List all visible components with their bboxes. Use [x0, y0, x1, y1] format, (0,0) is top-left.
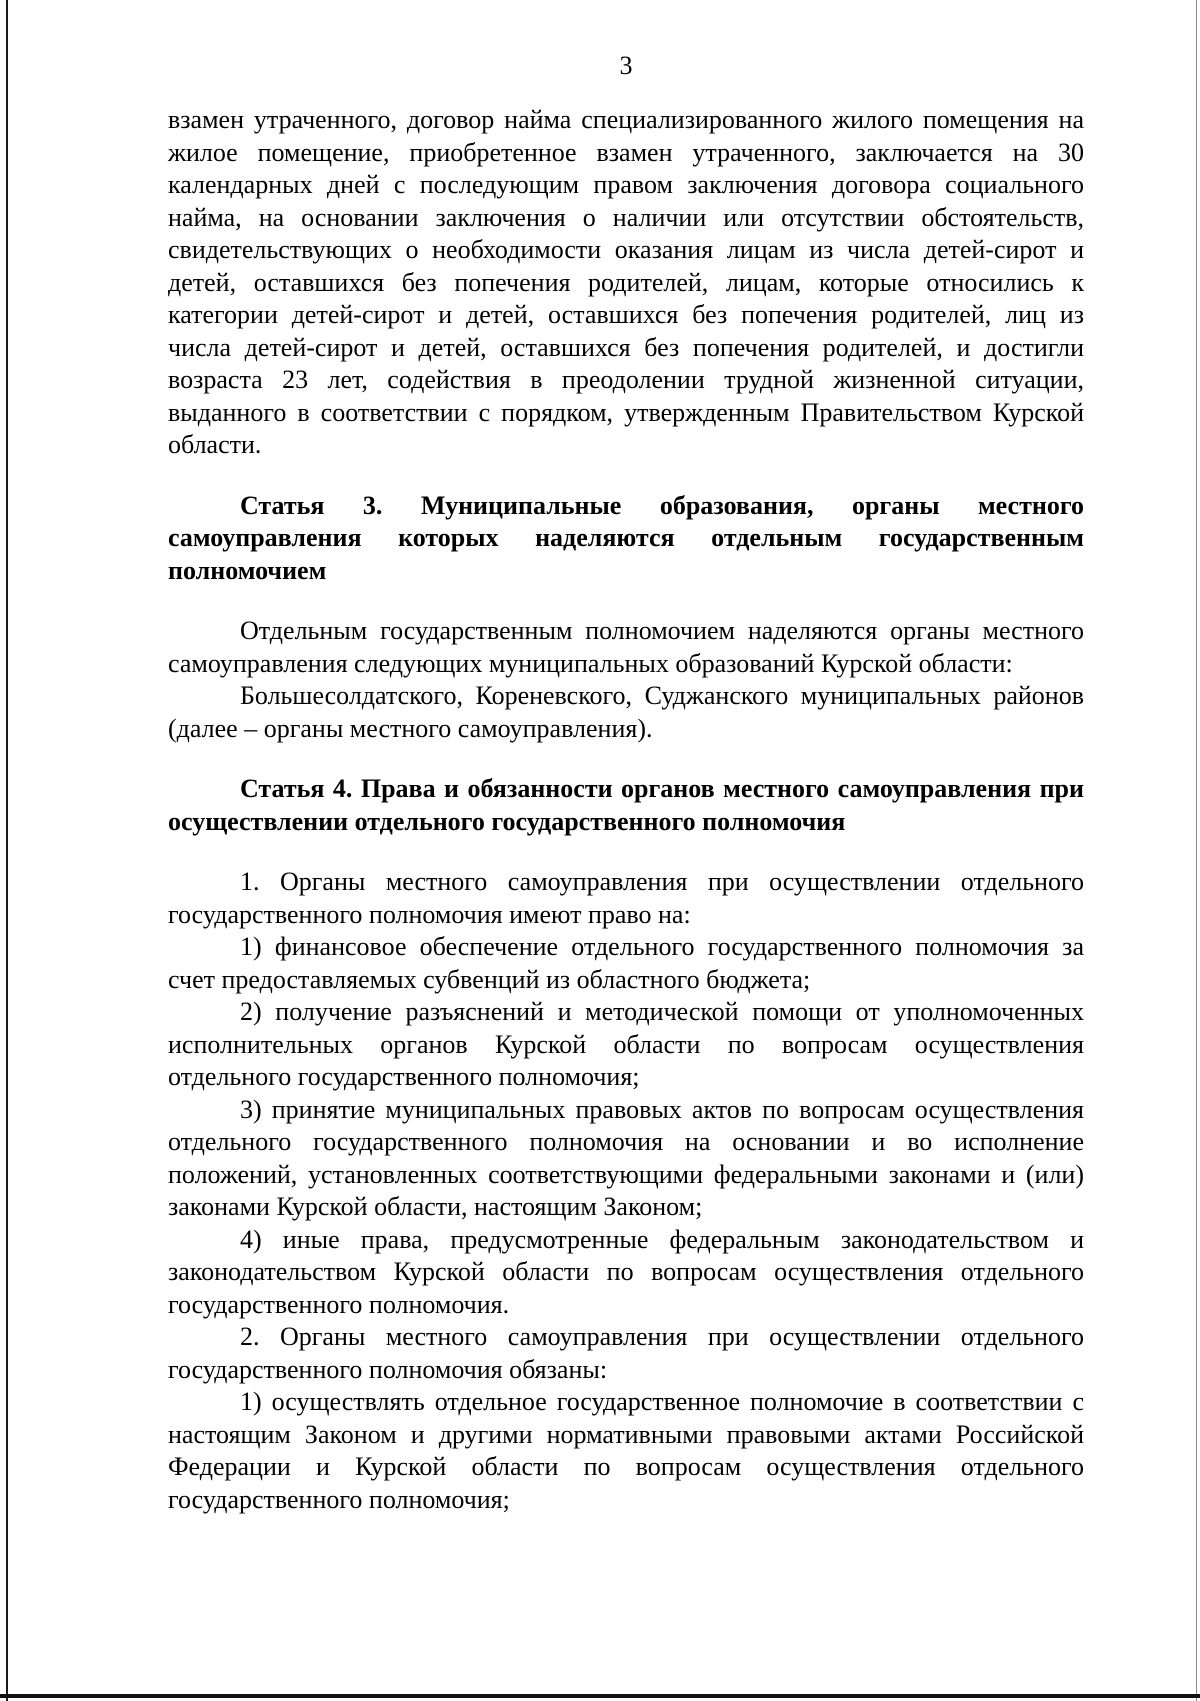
article-4-paragraph: 3) принятие муниципальных правовых актов по вопросам осуществления отдельного государственного полномочия на основании и во исполнение положений, установленных соответствующими федеральными законами и (или) законами Курской области, настоящим Законом;	[168, 1094, 1084, 1221]
scan-edge-right	[1196, 0, 1197, 1701]
spacer	[168, 462, 1084, 490]
article-4-paragraph: 2) получение разъяснений и методической помощи от уполномоченных исполнительных органов Курской области по вопросам осуществления отдельного государственного полномочия;	[168, 997, 1084, 1091]
intro-paragraph: взамен утраченного, договор найма специализированного жилого помещения на жилое помещение, приобретенное взамен утраченного, заключается на 30 календарных дней с последующим правом заключения договора социального найма, на основании заключения о наличии или отсутствии обстоятельств, свидетельствующих о необходимости оказания лицам из числа детей-сирот и детей, оставшихся без попечения родителей, лицам, которые относились к категории детей-сирот и детей, оставшихся без попечения родителей, лиц из числа детей-сирот и детей, оставшихся без попечения родителей, и достигли возраста 23 лет, содействия в преодолении трудной жизненной ситуации, выданного в соответствии с порядком, утвержденным Правительством Курской области.	[168, 105, 1084, 459]
spacer	[168, 838, 1084, 866]
article-3-heading: Статья 3. Муниципальные образования, органы местного самоуправления которых наделяются отдельным государственным полномочием	[168, 490, 1084, 585]
spacer	[168, 587, 1084, 615]
article-3-paragraph: Отдельным государственным полномочием наделяются органы местного самоуправления следующих муниципальных образований Курской области:	[168, 616, 1084, 678]
scan-edge-bottom	[0, 1694, 1200, 1698]
scan-edge-left	[6, 0, 8, 1701]
article-4-paragraph: 1. Органы местного самоуправления при осуществлении отдельного государственного полномочия имеют право на:	[168, 867, 1084, 929]
spacer	[168, 745, 1084, 773]
article-4-paragraph: 2. Органы местного самоуправления при осуществлении отдельного государственного полномочия обязаны:	[168, 1322, 1084, 1384]
article-4-paragraph: 1) финансовое обеспечение отдельного государственного полномочия за счет предоставляемых субвенций из областного бюджета;	[168, 932, 1084, 994]
article-3-paragraph: Большесолдатского, Кореневского, Суджанского муниципальных районов (далее – органы местного самоуправления).	[168, 681, 1084, 743]
article-4-paragraph: 4) иные права, предусмотренные федеральным законодательством и законодательством Курской области по вопросам осуществления отдельного государственного полномочия.	[168, 1224, 1084, 1319]
document-page	[168, 50, 1084, 1516]
article-4-heading: Статья 4. Права и обязанности органов местного самоуправления при осуществлении отдельного государственного полномочия	[168, 774, 1084, 836]
article-4-paragraph: 1) осуществлять отдельное государственное полномочие в соответствии с настоящим Законом и другими нормативными правовыми актами Российской Федерации и Курской области по вопросам осуществления отдельного государственного полномочия;	[168, 1387, 1084, 1514]
page-number: 3	[619, 51, 633, 80]
